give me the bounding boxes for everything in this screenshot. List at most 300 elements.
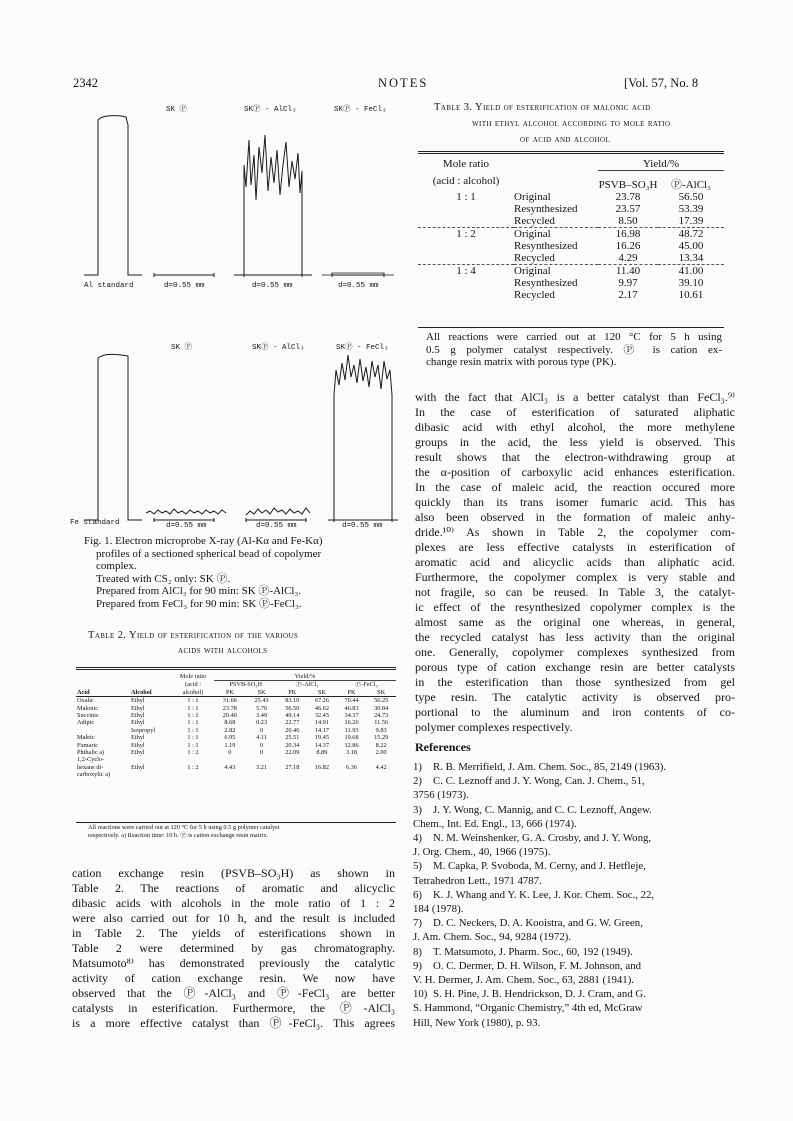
table-3-top-rule xyxy=(418,151,724,152)
value-cell: 0.23 xyxy=(256,719,268,727)
table-2-note-1: All reactions were carried out at 120 °C for 5 h using 0.5 g polymer catalyst xyxy=(88,824,280,831)
value-cell xyxy=(277,756,307,763)
body-line: in the esterification than those synthesized from gel xyxy=(415,675,735,689)
value-cell: 20.46 xyxy=(285,726,300,734)
body-line: dride.¹⁰⁾ As shown in Table 2, the copolymer com- xyxy=(415,525,735,539)
acid-cell: Phthalic a) xyxy=(77,749,105,757)
caption-line: Prepared from FeCl₃ for 90 min: SK Ⓟ-FeCl₃. xyxy=(96,597,302,610)
caption-line: Prepared from AlCl₃ for 90 min: SK Ⓟ-AlCl₃. xyxy=(96,585,302,598)
body-line: In the case of esterification of saturated aliphatic xyxy=(415,405,735,419)
reference-line xyxy=(413,930,735,944)
empty-cell xyxy=(418,203,514,215)
value-cell: 4.11 xyxy=(256,734,267,742)
table-2-body xyxy=(76,697,396,779)
value-cell: 32.45 xyxy=(314,712,329,720)
body-line: almost same as the original one whereas, in general, xyxy=(415,615,735,629)
value-cell: 10.61 xyxy=(678,289,704,301)
reference-text: J. Org. Chem., 40, 1966 (1975). xyxy=(413,846,551,859)
value-cell xyxy=(366,771,396,778)
table-3-note: change resin matrix with porous type (PK). xyxy=(426,356,617,369)
reference-text: O. C. Dermer, D. H. Wilson, F. M. Johnson, and xyxy=(433,959,642,972)
table-row xyxy=(76,719,396,726)
value-cell: 22.77 xyxy=(285,719,300,727)
top-scale-3: d=0.55 mm xyxy=(338,282,379,290)
reference-line xyxy=(413,959,735,973)
alcohol-cell xyxy=(130,771,172,778)
value-cell: 4.42 xyxy=(375,763,387,771)
reference-line xyxy=(413,987,735,1001)
references-list xyxy=(413,760,735,1030)
reference-text: Chem., Int. Ed. Engl., 13, 666 (1974). xyxy=(413,817,577,830)
reference-text: C. C. Leznoff and J. Y. Wong, Can. J. Chem., 51, xyxy=(433,775,645,788)
value-cell xyxy=(337,771,367,778)
ratio-cell: 1 : 2 xyxy=(456,228,476,240)
reference-number: 4) xyxy=(413,832,422,845)
body-line: also been observed in the formation of maleic anhy- xyxy=(415,510,735,524)
empty-cell xyxy=(418,240,514,252)
t2-sub: PK xyxy=(347,688,356,696)
reference-line xyxy=(413,760,735,774)
reference-number: 8) xyxy=(413,945,422,958)
caption-line: complex. xyxy=(96,560,137,573)
body-line: observed that the Ⓟ-AlCl₃ and Ⓟ-FeCl₃ are better xyxy=(72,986,395,1000)
top-title-alcl3: SKⓅ - AlCl₃ xyxy=(244,106,297,114)
value-cell: 39.10 xyxy=(678,277,704,289)
value-cell: 14.17 xyxy=(314,726,329,734)
condition-cell: Resynthesized xyxy=(514,203,578,215)
table-row xyxy=(418,289,724,301)
reference-line xyxy=(413,788,735,802)
condition-cell: Recycled xyxy=(514,252,555,264)
reference-number: 9) xyxy=(413,959,422,972)
t3-ratio-head: Mole ratio xyxy=(442,158,490,171)
alcohol-cell: Ethyl xyxy=(131,741,145,749)
value-cell xyxy=(366,756,396,763)
reference-text: S. H. Pine, J. B. Hendrickson, D. J. Cram, and G. xyxy=(433,988,646,1001)
right-column-text xyxy=(415,390,735,735)
reference-number: 6) xyxy=(413,888,422,901)
fe-standard-label: Fe standard xyxy=(70,519,120,527)
body-line: Matsumoto⁸⁾ has demonstrated previously the catalytic xyxy=(72,956,395,970)
value-cell: 1 : 1 xyxy=(187,741,199,749)
reference-line xyxy=(413,774,735,788)
value-cell: 1 : 2 xyxy=(187,749,199,757)
reference-line xyxy=(413,888,735,902)
value-cell: 1 : 1 xyxy=(187,712,199,720)
t3-col-alcl3: Ⓟ-AlCl₃ xyxy=(658,171,724,192)
reference-text: D. C. Neckers, D. A. Kooistra, and G. W. Green, xyxy=(433,917,643,930)
table-row xyxy=(76,712,396,719)
table-2-note-2: respectively. a) Reaction time: 10 h. Ⓟ is cation exchange resin matrix. xyxy=(88,832,269,839)
value-cell: 17.39 xyxy=(678,215,704,227)
condition-cell: Original xyxy=(514,228,551,240)
body-line: Furthermore, the copolymer complex is very stable and xyxy=(415,570,735,584)
acid-cell: Maleic xyxy=(77,734,95,742)
t2-acid-head: Acid xyxy=(77,688,90,696)
value-cell: 0 xyxy=(260,749,264,757)
empty-cell xyxy=(418,215,514,228)
t2-sub: SK xyxy=(377,688,386,696)
figure-1-caption xyxy=(84,535,384,611)
body-line: aromatic acid and alicyclic acids than aliphatic acid. xyxy=(415,555,735,569)
t3-col-psvb: PSVB–SO₃H xyxy=(598,171,658,192)
reference-text: K. J. Whang and Y. K. Lee, J. Kor. Chem. Soc., 22, xyxy=(433,888,655,901)
body-line: dibasic acids with alcohols in the mole ratio of 1 : 2 xyxy=(72,896,395,910)
value-cell: 1 : 1 xyxy=(187,704,199,712)
value-cell: 19.68 xyxy=(344,734,359,742)
table-row xyxy=(418,265,724,278)
reference-number: 7) xyxy=(413,917,422,930)
body-line: result shows that the electron-withdrawing group at xyxy=(415,450,735,464)
table-3-top-rule-2 xyxy=(418,153,724,154)
table-2 xyxy=(76,673,396,779)
reference-text: V. H. Dermer, J. Am. Chem. Soc., 63, 2881 (1941). xyxy=(413,974,634,987)
t2-cat-fecl3: Ⓟ-FeCl₃ xyxy=(337,681,396,689)
acid-cell: hexane di- xyxy=(77,763,104,771)
value-cell: 1 : 1 xyxy=(187,734,199,742)
value-cell: 13.34 xyxy=(678,252,704,264)
body-line: Table 2. The reactions of aromatic and alicyclic xyxy=(72,881,395,895)
value-cell: 11.40 xyxy=(615,265,641,277)
value-cell: 70.44 xyxy=(344,697,359,705)
caption-line: Fig. 1. Electron microprobe X-ray (Al-Kα and Fe-Kα) xyxy=(84,535,323,547)
value-cell: 20.40 xyxy=(222,712,237,720)
value-cell: 8.68 xyxy=(224,719,236,727)
value-cell: 16.26 xyxy=(344,719,359,727)
table-3-note: 0.5 g polymer catalyst respectively. Ⓟ is cation ex- xyxy=(426,343,722,356)
value-cell: 1 : 1 xyxy=(187,719,199,727)
value-cell: 41.00 xyxy=(678,265,704,277)
table-row xyxy=(76,742,396,749)
body-line: the recycled catalyst has less activity than the original xyxy=(415,630,735,644)
alcohol-cell: Ethyl xyxy=(131,763,145,771)
value-cell xyxy=(307,771,337,778)
value-cell: 4.29 xyxy=(618,252,638,264)
reference-number: 3) xyxy=(413,803,422,816)
value-cell xyxy=(246,756,278,763)
reference-number: 10) xyxy=(413,988,428,1001)
value-cell: 46.62 xyxy=(314,704,329,712)
t3-yield-head: Yield/% xyxy=(642,158,680,170)
reference-line xyxy=(413,831,735,845)
table-2-top-rule xyxy=(76,667,396,668)
condition-cell: Original xyxy=(514,265,551,277)
table-row xyxy=(76,705,396,712)
reference-line xyxy=(413,973,735,987)
table-row xyxy=(418,203,724,215)
table-row xyxy=(76,764,396,771)
body-line: one. Generally, copolymer complexes synthesized from xyxy=(415,645,735,659)
alcohol-cell: Ethyl xyxy=(131,749,145,757)
value-cell: 0 xyxy=(228,749,232,757)
table-row xyxy=(418,228,724,241)
value-cell: 2.17 xyxy=(618,289,638,301)
ratio-cell: 1 : 4 xyxy=(456,265,476,277)
body-line: In the case of maleic acid, the reaction occured more xyxy=(415,480,735,494)
value-cell: 56.50 xyxy=(285,704,300,712)
table-row xyxy=(418,277,724,289)
value-cell: 45.00 xyxy=(678,240,704,252)
page-number: 2342 xyxy=(73,76,98,90)
condition-cell: Resynthesized xyxy=(514,277,578,289)
value-cell: 11.56 xyxy=(374,719,389,727)
reference-text: R. B. Merrifield, J. Am. Chem. Soc., 85, 2149 (1963). xyxy=(433,761,667,773)
value-cell: 1 : 1 xyxy=(187,726,199,734)
value-cell: 14.91 xyxy=(314,719,329,727)
table-3 xyxy=(418,158,724,301)
body-line: not fragile, so can be reused. In Table 3, the catalyt- xyxy=(415,585,735,599)
value-cell: 2.82 xyxy=(224,726,236,734)
alcohol-cell: Ethyl xyxy=(131,712,145,720)
value-cell: 15.29 xyxy=(374,734,389,742)
value-cell: 5.76 xyxy=(256,704,268,712)
value-cell: 23.78 xyxy=(615,191,641,203)
body-line: Table 2 were determined by gas chromatography. xyxy=(72,941,395,955)
value-cell: 31.66 xyxy=(222,697,237,705)
value-cell: 1 : 1 xyxy=(187,697,199,705)
reference-number: 5) xyxy=(413,860,422,873)
table-2-title-2: acids with alcohols xyxy=(178,645,268,656)
table-3-notes xyxy=(426,331,722,369)
bottom-title-sk: SK Ⓟ xyxy=(171,344,193,352)
body-line: porous type of cation exchange resin are better catalysts xyxy=(415,660,735,674)
empty-cell xyxy=(418,252,514,265)
value-cell: 8.89 xyxy=(316,749,328,757)
bottom-scale-2: d=0.55 mm xyxy=(256,522,297,530)
top-title-sk: SK Ⓟ xyxy=(166,106,188,114)
table-row xyxy=(418,191,724,203)
alcohol-cell: Ethyl xyxy=(131,734,145,742)
value-cell: 8.22 xyxy=(375,741,387,749)
table-3-title-3: of acid and alcohol xyxy=(520,134,611,145)
body-line: the α-position of carboxylic acid enhances esterification. xyxy=(415,465,735,479)
table-2-title: Table 2. Yield of esterification of the various xyxy=(88,630,299,641)
condition-cell: Resynthesized xyxy=(514,240,578,252)
acid-cell: Fumaric xyxy=(77,741,98,749)
value-cell: 83.10 xyxy=(285,697,300,705)
value-cell: 4.43 xyxy=(224,763,236,771)
body-line: portional to the aluminum and iron contents of co- xyxy=(415,705,735,719)
value-cell xyxy=(214,771,246,778)
value-cell: 67.26 xyxy=(314,697,329,705)
value-cell: 53.39 xyxy=(678,203,704,215)
value-cell xyxy=(337,756,367,763)
top-scale-2: d=0.55 mm xyxy=(252,282,293,290)
condition-cell: Original xyxy=(514,191,551,203)
value-cell: 20.34 xyxy=(285,741,300,749)
acid-cell xyxy=(76,727,130,734)
value-cell: 9.83 xyxy=(375,726,387,734)
al-standard-label: Al standard xyxy=(84,282,134,290)
value-cell: 23.78 xyxy=(222,704,237,712)
condition-cell: Recycled xyxy=(514,289,555,301)
table-3-body xyxy=(418,191,724,301)
table-row xyxy=(76,727,396,734)
caption-line: Treated with CS₂ only: SK Ⓟ. xyxy=(96,572,231,585)
reference-text: Hill, New York (1980), p. 93. xyxy=(413,1016,541,1029)
acid-cell: carboxylic a) xyxy=(77,771,111,779)
acid-cell: Malonic xyxy=(77,704,98,712)
value-cell xyxy=(246,771,278,778)
reference-line xyxy=(413,803,735,817)
t2-sub: PK xyxy=(288,688,297,696)
t3-ratio-head-2: (acid : alcohol) xyxy=(432,174,500,187)
alcohol-cell: Ethyl xyxy=(131,704,145,712)
top-scale-1: d=0.55 mm xyxy=(164,282,205,290)
reference-line xyxy=(413,845,735,859)
empty-cell xyxy=(418,289,514,301)
value-cell: 1 : 2 xyxy=(187,763,199,771)
reference-text: S. Hammond, “Organic Chemistry,” 4th ed, McGraw xyxy=(413,1002,643,1015)
table-row xyxy=(76,734,396,741)
value-cell: 9.97 xyxy=(618,277,638,289)
acid-cell: Oxalic xyxy=(77,697,94,705)
value-cell: 25.51 xyxy=(285,734,300,742)
bottom-title-alcl3: SKⓅ - AlCl₃ xyxy=(252,344,305,352)
value-cell: 8.50 xyxy=(618,215,638,227)
value-cell: 3.21 xyxy=(256,763,268,771)
value-cell: 34.37 xyxy=(344,712,359,720)
table-2-notes xyxy=(88,824,279,840)
table-row xyxy=(418,215,724,228)
reference-text: M. Capka, P. Svoboda, M. Cerny, and J. Hetfleje, xyxy=(433,860,646,873)
table-row xyxy=(76,697,396,705)
value-cell: 0 xyxy=(260,726,264,734)
table-row xyxy=(76,756,396,763)
value-cell: 46.83 xyxy=(344,704,359,712)
value-cell: 30.84 xyxy=(374,704,389,712)
value-cell: 3.18 xyxy=(346,749,358,757)
reference-number: 2) xyxy=(413,775,422,788)
acid-cell: 1,2-Cyclo- xyxy=(77,756,105,764)
value-cell xyxy=(307,756,337,763)
t2-ratio-head-2: (acid : xyxy=(185,681,201,689)
value-cell: 24.73 xyxy=(374,712,389,720)
table-row xyxy=(418,252,724,265)
value-cell: 16.82 xyxy=(314,763,329,771)
figure-1 xyxy=(66,95,406,535)
t2-sub: SK xyxy=(257,688,266,696)
reference-text: Tetrahedron Lett., 1971 4787. xyxy=(413,874,542,887)
value-cell: 14.37 xyxy=(314,741,329,749)
value-cell: 23.57 xyxy=(615,203,641,215)
t2-ratio-head-3: alcohol) xyxy=(182,688,204,696)
body-line: quickly than its trans isomer fumaric acid. This has xyxy=(415,495,735,509)
ratio-cell: 1 : 1 xyxy=(456,191,476,203)
value-cell xyxy=(214,756,246,763)
reference-text: J. Y. Wong, C. Mannig, and C. C. Leznoff, Angew. xyxy=(433,803,652,816)
value-cell xyxy=(172,771,214,778)
value-cell: 27.18 xyxy=(285,763,300,771)
condition-cell: Recycled xyxy=(514,215,555,227)
volume-info: [Vol. 57, No. 8 xyxy=(624,76,699,90)
table-3-title: Table 3. Yield of esterification of malonic acid xyxy=(434,102,651,113)
bottom-scale-3: d=0.55 mm xyxy=(342,522,383,530)
t2-sub: SK xyxy=(317,688,326,696)
table-row xyxy=(418,240,724,252)
body-line: groups in the acid, the less yield is observed. This xyxy=(415,435,735,449)
reference-text: T. Matsumoto, J. Pharm. Soc., 60, 192 (1949). xyxy=(433,945,633,958)
table-3-note: All reactions were carried out at 120 °C for 5 h using xyxy=(426,331,722,343)
body-line: polymer complexes respectively. xyxy=(415,720,573,734)
value-cell: 0 xyxy=(260,741,264,749)
value-cell: 19.45 xyxy=(314,734,329,742)
value-cell: 2.00 xyxy=(375,749,387,757)
value-cell: 11.93 xyxy=(344,726,359,734)
table-row xyxy=(76,771,396,778)
value-cell: 3.49 xyxy=(256,712,268,720)
value-cell: 49.14 xyxy=(285,712,300,720)
reference-text: J. Am. Chem. Soc., 94, 9284 (1972). xyxy=(413,931,572,944)
reference-text: 3756 (1973). xyxy=(413,789,469,802)
body-line: is a more effective catalyst than Ⓟ-FeCl₃. This agrees xyxy=(72,1016,395,1030)
body-line: plexes are less effective catalysts in esterification of xyxy=(415,540,735,554)
t2-sub: PK xyxy=(225,688,234,696)
body-line: were also carried out for 10 h, and the result is included xyxy=(72,911,395,925)
table-3-title-2: with ethyl alcohol according to mole ratio xyxy=(472,118,671,129)
value-cell: 1.19 xyxy=(224,741,236,749)
value-cell: 25.43 xyxy=(254,697,269,705)
microprobe-profiles xyxy=(66,95,406,535)
value-cell: 16.26 xyxy=(615,240,641,252)
value-cell: 56.50 xyxy=(678,191,704,203)
body-line: ic effect of the resynthesized copolymer complex is the xyxy=(415,600,735,614)
table-2-top-rule-2 xyxy=(76,669,396,670)
bottom-scale-1: d=0.55 mm xyxy=(166,522,207,530)
t2-alcohol-head: Alcohol xyxy=(131,688,152,696)
reference-number: 1) xyxy=(413,761,422,773)
reference-line xyxy=(413,874,735,888)
reference-line xyxy=(413,859,735,873)
t2-yield-head: Yield/% xyxy=(294,673,316,680)
alcohol-cell: Ethyl xyxy=(131,719,145,727)
table-2-bottom-rule xyxy=(76,822,396,823)
body-line: catalysts in esterification. Furthermore, the Ⓟ-AlCl₃ xyxy=(72,1001,395,1015)
reference-line xyxy=(413,916,735,930)
value-cell: 22.09 xyxy=(285,749,300,757)
body-line: in Table 2. The yields of esterifications shown in xyxy=(72,926,395,940)
value-cell: 56.25 xyxy=(374,697,389,705)
references-heading: References xyxy=(415,740,471,754)
reference-line xyxy=(413,1001,735,1015)
bottom-title-fecl3: SKⓅ - FeCl₃ xyxy=(336,344,389,352)
empty-cell xyxy=(418,277,514,289)
reference-line xyxy=(413,945,735,959)
value-cell: 12.86 xyxy=(344,741,359,749)
body-line: activity of cation exchange resin. We now have xyxy=(72,971,395,985)
alcohol-cell: Ethyl xyxy=(131,697,145,705)
value-cell: 6.95 xyxy=(224,734,236,742)
value-cell: 48.72 xyxy=(678,228,704,240)
table-row xyxy=(76,749,396,756)
body-line: cation exchange resin (PSVB–SO₃H) as shown in xyxy=(72,866,395,880)
left-column-text xyxy=(72,866,395,1031)
reference-line xyxy=(413,902,735,916)
value-cell: 16.98 xyxy=(615,228,641,240)
t2-cat-psvb: PSVB-SO₃H xyxy=(214,681,277,689)
body-line: dibasic acid with ethyl alcohol, the more methylene xyxy=(415,420,735,434)
acid-cell: Adipic xyxy=(77,719,95,727)
t2-ratio-head-1: Mole ratio xyxy=(179,673,207,681)
table-3-bottom-rule xyxy=(418,327,724,328)
caption-line: profiles of a sectioned spherical bead of copolymer xyxy=(96,547,322,560)
value-cell xyxy=(277,771,307,778)
value-cell: 6.36 xyxy=(346,763,358,771)
alcohol-cell xyxy=(130,756,172,763)
reference-text: 184 (1978). xyxy=(413,903,464,916)
alcohol-cell: Isopropyl xyxy=(131,726,156,734)
reference-text: N. M. Weinshenker, G. A. Crosby, and J. Y. Wong, xyxy=(433,832,652,845)
